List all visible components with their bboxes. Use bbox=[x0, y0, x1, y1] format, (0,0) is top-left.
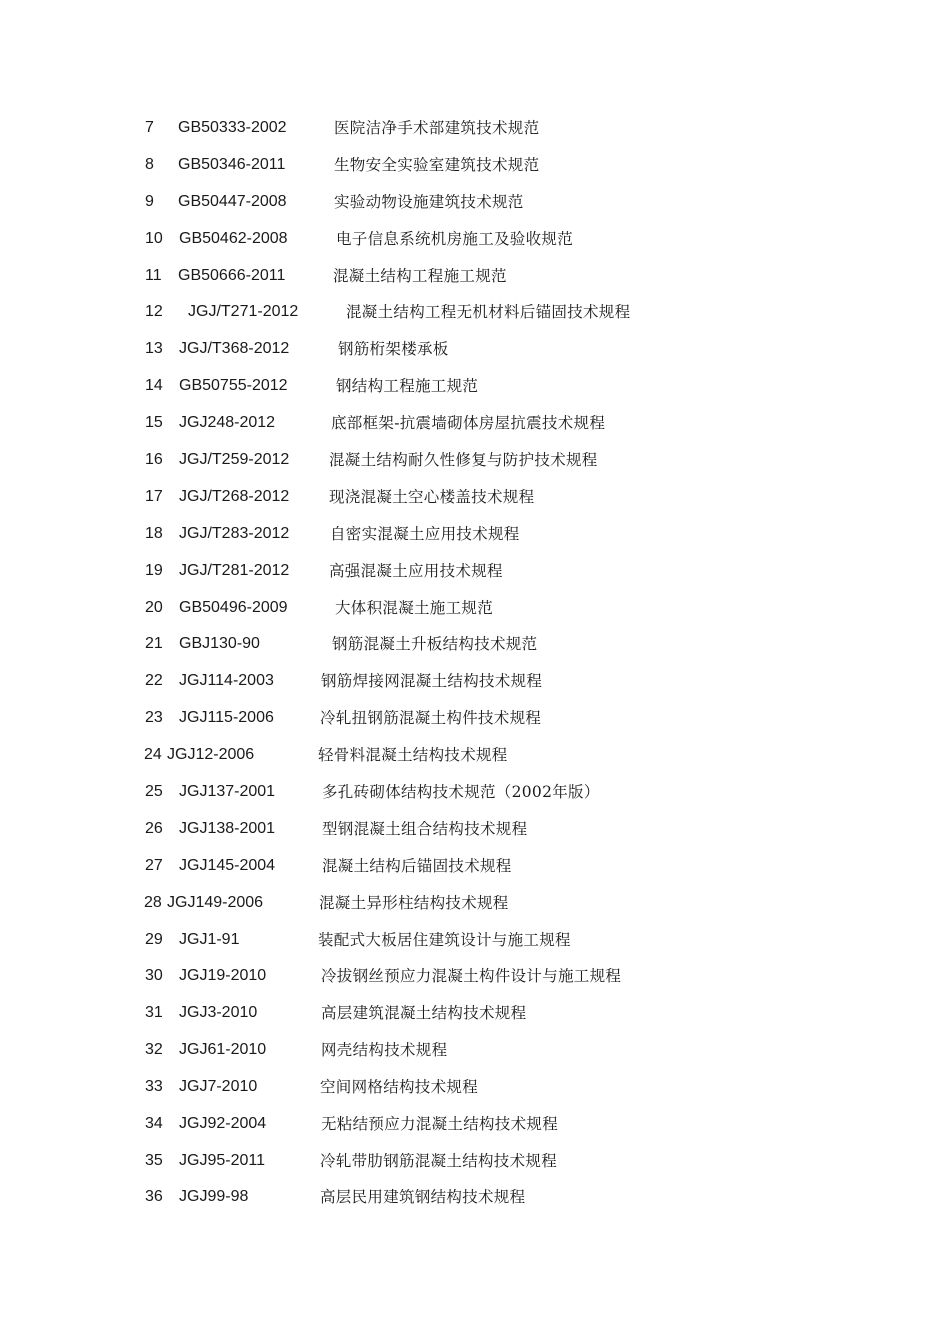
standard-title: 电子信息系统机房施工及验收规范 bbox=[336, 230, 574, 248]
item-number: 7 bbox=[145, 119, 154, 136]
standard-code: GB50666-2011 bbox=[178, 267, 286, 284]
standard-code: JGJ/T368-2012 bbox=[179, 340, 290, 357]
standard-title: 装配式大板居住建筑设计与施工规程 bbox=[318, 931, 571, 949]
standard-code: JGJ95-2011 bbox=[179, 1152, 265, 1169]
item-number: 18 bbox=[145, 525, 163, 542]
standard-code: JGJ12-2006 bbox=[167, 746, 255, 763]
standard-code: JGJ/T283-2012 bbox=[179, 525, 290, 542]
item-number: 35 bbox=[145, 1152, 163, 1169]
standard-code: JGJ114-2003 bbox=[179, 672, 274, 689]
standard-title: 钢筋桁架楼承板 bbox=[338, 340, 449, 358]
standard-code: GB50333-2002 bbox=[178, 119, 287, 136]
standard-code: JGJ/T271-2012 bbox=[188, 303, 299, 320]
item-number: 27 bbox=[145, 857, 163, 874]
standard-code: JGJ61-2010 bbox=[179, 1041, 267, 1058]
standard-title: 自密实混凝土应用技术规程 bbox=[330, 525, 520, 543]
standard-title: 高层民用建筑钢结构技术规程 bbox=[320, 1188, 526, 1206]
standard-title: 冷轧带肋钢筋混凝土结构技术规程 bbox=[320, 1152, 558, 1170]
standard-title: 高强混凝土应用技术规程 bbox=[329, 562, 503, 580]
standard-code: GBJ130-90 bbox=[179, 635, 260, 652]
standard-title: 混凝土异形柱结构技术规程 bbox=[319, 894, 509, 912]
standard-code: JGJ92-2004 bbox=[179, 1115, 267, 1132]
standard-title: 现浇混凝土空心楼盖技术规程 bbox=[329, 488, 535, 506]
standard-code: JGJ19-2010 bbox=[179, 967, 267, 984]
standard-title: 冷拔钢丝预应力混凝土构件设计与施工规程 bbox=[321, 967, 622, 985]
standard-code: GB50346-2011 bbox=[178, 156, 286, 173]
standard-code: GB50462-2008 bbox=[179, 230, 288, 247]
standard-title: 混凝土结构工程施工规范 bbox=[333, 267, 507, 285]
standard-code: JGJ115-2006 bbox=[179, 709, 274, 726]
standard-title: 生物安全实验室建筑技术规范 bbox=[334, 156, 540, 174]
item-number: 16 bbox=[145, 451, 163, 468]
standard-title: 实验动物设施建筑技术规范 bbox=[334, 193, 524, 211]
item-number: 14 bbox=[145, 377, 163, 394]
item-number: 36 bbox=[145, 1188, 163, 1205]
standard-code: GB50496-2009 bbox=[179, 599, 288, 616]
item-number: 9 bbox=[145, 193, 154, 210]
standard-title: 混凝土结构耐久性修复与防护技术规程 bbox=[329, 451, 598, 469]
item-number: 28 bbox=[144, 894, 162, 911]
item-number: 20 bbox=[145, 599, 163, 616]
standard-title: 钢筋混凝土升板结构技术规范 bbox=[332, 635, 538, 653]
item-number: 33 bbox=[145, 1078, 163, 1095]
item-number: 26 bbox=[145, 820, 163, 837]
standard-title: 钢结构工程施工规范 bbox=[336, 377, 479, 395]
item-number: 15 bbox=[145, 414, 163, 431]
item-number: 10 bbox=[145, 230, 163, 247]
standard-code: JGJ248-2012 bbox=[179, 414, 276, 431]
item-number: 25 bbox=[145, 783, 163, 800]
item-number: 17 bbox=[145, 488, 163, 505]
standard-code: JGJ/T268-2012 bbox=[179, 488, 290, 505]
standard-title: 空间网格结构技术规程 bbox=[320, 1078, 479, 1096]
standard-code: JGJ145-2004 bbox=[179, 857, 276, 874]
standard-code: JGJ/T259-2012 bbox=[179, 451, 290, 468]
item-number: 34 bbox=[145, 1115, 163, 1132]
item-number: 12 bbox=[145, 303, 163, 320]
standard-code: GB50447-2008 bbox=[178, 193, 287, 210]
standard-code: JGJ3-2010 bbox=[179, 1004, 258, 1021]
item-number: 19 bbox=[145, 562, 163, 579]
item-number: 31 bbox=[145, 1004, 163, 1021]
standard-title: 底部框架-抗震墙砌体房屋抗震技术规程 bbox=[331, 414, 606, 432]
standard-title: 冷轧扭钢筋混凝土构件技术规程 bbox=[320, 709, 542, 727]
standard-title: 钢筋焊接网混凝土结构技术规程 bbox=[321, 672, 543, 690]
standard-title: 大体积混凝土施工规范 bbox=[335, 599, 494, 617]
item-number: 8 bbox=[145, 156, 154, 173]
standard-title: 多孔砖砌体结构技术规范（2002年版） bbox=[322, 783, 600, 801]
standard-title: 网壳结构技术规程 bbox=[321, 1041, 448, 1059]
standard-code: GB50755-2012 bbox=[179, 377, 288, 394]
standard-title: 混凝土结构工程无机材料后锚固技术规程 bbox=[346, 303, 631, 321]
standard-code: JGJ137-2001 bbox=[179, 783, 276, 800]
standard-title: 混凝土结构后锚固技术规程 bbox=[322, 857, 512, 875]
item-number: 13 bbox=[145, 340, 163, 357]
item-number: 21 bbox=[145, 635, 163, 652]
standard-code: JGJ149-2006 bbox=[167, 894, 264, 911]
item-number: 23 bbox=[145, 709, 163, 726]
standard-title: 轻骨料混凝土结构技术规程 bbox=[318, 746, 508, 764]
standard-code: JGJ7-2010 bbox=[179, 1078, 258, 1095]
item-number: 11 bbox=[145, 267, 162, 284]
standard-title: 型钢混凝土组合结构技术规程 bbox=[322, 820, 528, 838]
item-number: 29 bbox=[145, 931, 163, 948]
standard-title: 无粘结预应力混凝土结构技术规程 bbox=[321, 1115, 559, 1133]
standard-code: JGJ99-98 bbox=[179, 1188, 249, 1205]
item-number: 32 bbox=[145, 1041, 163, 1058]
standard-title: 医院洁净手术部建筑技术规范 bbox=[334, 119, 540, 137]
item-number: 24 bbox=[144, 746, 162, 763]
standard-code: JGJ/T281-2012 bbox=[179, 562, 290, 579]
item-number: 22 bbox=[145, 672, 163, 689]
standard-title: 高层建筑混凝土结构技术规程 bbox=[321, 1004, 527, 1022]
standard-code: JGJ1-91 bbox=[179, 931, 240, 948]
item-number: 30 bbox=[145, 967, 163, 984]
standard-code: JGJ138-2001 bbox=[179, 820, 276, 837]
